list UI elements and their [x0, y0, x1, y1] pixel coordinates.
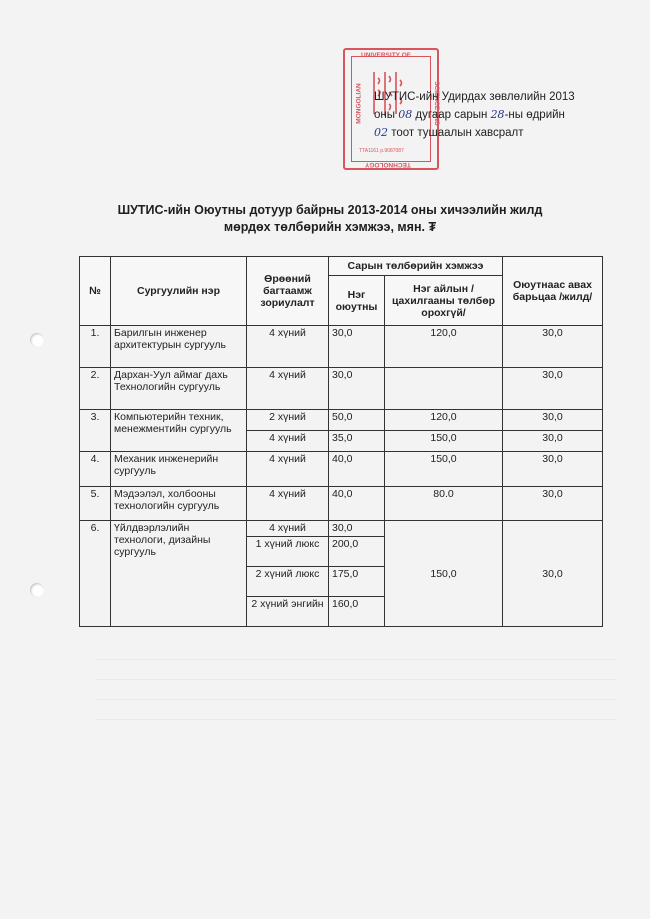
- room-type: 4 хүний: [247, 487, 329, 521]
- family-fee: [385, 368, 503, 410]
- row-number: 4.: [80, 452, 111, 487]
- stamp-text-top: UNIVERSITY OF: [361, 52, 411, 59]
- header-school: Сургуулийн нэр: [111, 257, 247, 326]
- row-number: 5.: [80, 487, 111, 521]
- header-per-student: Нэг оюутны: [329, 276, 385, 326]
- student-fee: 35,0: [329, 431, 385, 452]
- room-type: 1 хүний люкс: [247, 537, 329, 567]
- approval-line-1: ШУТИС-ийн Удирдах зөвлөлийн 2013: [374, 91, 575, 103]
- header-monthly-fee: Сарын төлбөрийн хэмжээ: [329, 257, 503, 276]
- family-fee: 120,0: [385, 326, 503, 368]
- school-name: Компьютерийн техник, менежментийн сургууль: [111, 410, 247, 452]
- handwritten-day: 28: [490, 108, 505, 121]
- school-name: Барилгын инженер архитектурын сургууль: [111, 326, 247, 368]
- room-type: 4 хүний: [247, 368, 329, 410]
- handwritten-month: 08: [398, 108, 413, 121]
- header-room: Өрөөний багтаамж зориулалт: [247, 257, 329, 326]
- family-fee: 150,0: [385, 431, 503, 452]
- row-number: 2.: [80, 368, 111, 410]
- deposit: 30,0: [503, 487, 603, 521]
- table-row: [80, 410, 603, 431]
- student-fee: 200,0: [329, 537, 385, 567]
- document-title: [100, 202, 560, 236]
- bleed-through-text: [96, 640, 616, 720]
- table-row: [80, 326, 603, 368]
- header-deposit: Оюутнаас авах барьцаа /жилд/: [503, 257, 603, 326]
- deposit: 30,0: [503, 326, 603, 368]
- stamp-text-left: MONGOLIAN: [355, 83, 363, 124]
- row-number: 6.: [80, 521, 111, 627]
- header-per-family: Нэг айлын /цахилгааны төлбөр орохгүй/: [385, 276, 503, 326]
- family-fee: 120,0: [385, 410, 503, 431]
- student-fee: 40,0: [329, 452, 385, 487]
- table-row: [80, 521, 603, 537]
- row-number: 3.: [80, 410, 111, 452]
- room-type: 4 хүний: [247, 521, 329, 537]
- student-fee: 40,0: [329, 487, 385, 521]
- stamp-text-right: SCIENCE AND: [433, 81, 441, 126]
- student-fee: 30,0: [329, 326, 385, 368]
- room-type: 2 хүний: [247, 410, 329, 431]
- student-fee: 30,0: [329, 521, 385, 537]
- approval-line-2: оны 08 дугаар сарын 28-ны өдрийн: [374, 108, 565, 121]
- title-line-2: мөрдөх төлбөрийн хэмжээ, мян. ₮: [223, 220, 437, 234]
- school-name: Үйлдвэрлэлийн технологи, дизайны сургууль: [111, 521, 247, 627]
- room-type: 4 хүний: [247, 452, 329, 487]
- punch-hole: [30, 333, 44, 347]
- student-fee: 160,0: [329, 597, 385, 627]
- fee-table: [79, 256, 603, 627]
- family-fee: 80.0: [385, 487, 503, 521]
- deposit: 30,0: [503, 410, 603, 431]
- room-type: 4 хүний: [247, 326, 329, 368]
- deposit: 30,0: [503, 521, 603, 627]
- family-fee: 150,0: [385, 521, 503, 627]
- room-type: 2 хүний энгийн: [247, 597, 329, 627]
- school-name: Мэдээлэл, холбооны технологийн сургууль: [111, 487, 247, 521]
- table-row: [80, 452, 603, 487]
- title-line-1: ШУТИС-ийн Оюутны дотуур байрны 2013-2014 оны хичээлийн жилд: [117, 203, 543, 217]
- student-fee: 50,0: [329, 410, 385, 431]
- deposit: 30,0: [503, 431, 603, 452]
- stamp-text-bottom: TECHNOLOGY: [365, 161, 411, 168]
- family-fee: 150,0: [385, 452, 503, 487]
- school-name: Дархан-Уул аймаг дахь Технологийн сургууль: [111, 368, 247, 410]
- row-number: 1.: [80, 326, 111, 368]
- student-fee: 175,0: [329, 567, 385, 597]
- header-number: №: [80, 257, 111, 326]
- school-name: Механик инженерийн сургууль: [111, 452, 247, 487]
- deposit: 30,0: [503, 452, 603, 487]
- approval-note: [374, 89, 575, 142]
- table-row: [80, 487, 603, 521]
- table-row: [80, 368, 603, 410]
- student-fee: 30,0: [329, 368, 385, 410]
- punch-hole: [30, 583, 44, 597]
- room-type: 4 хүний: [247, 431, 329, 452]
- stamp-number: TTA1161 р.9087087: [359, 148, 404, 154]
- deposit: 30,0: [503, 368, 603, 410]
- room-type: 2 хүний люкс: [247, 567, 329, 597]
- approval-line-3: 02 тоот тушаалын хавсралт: [374, 126, 524, 139]
- handwritten-order-number: 02: [374, 126, 388, 139]
